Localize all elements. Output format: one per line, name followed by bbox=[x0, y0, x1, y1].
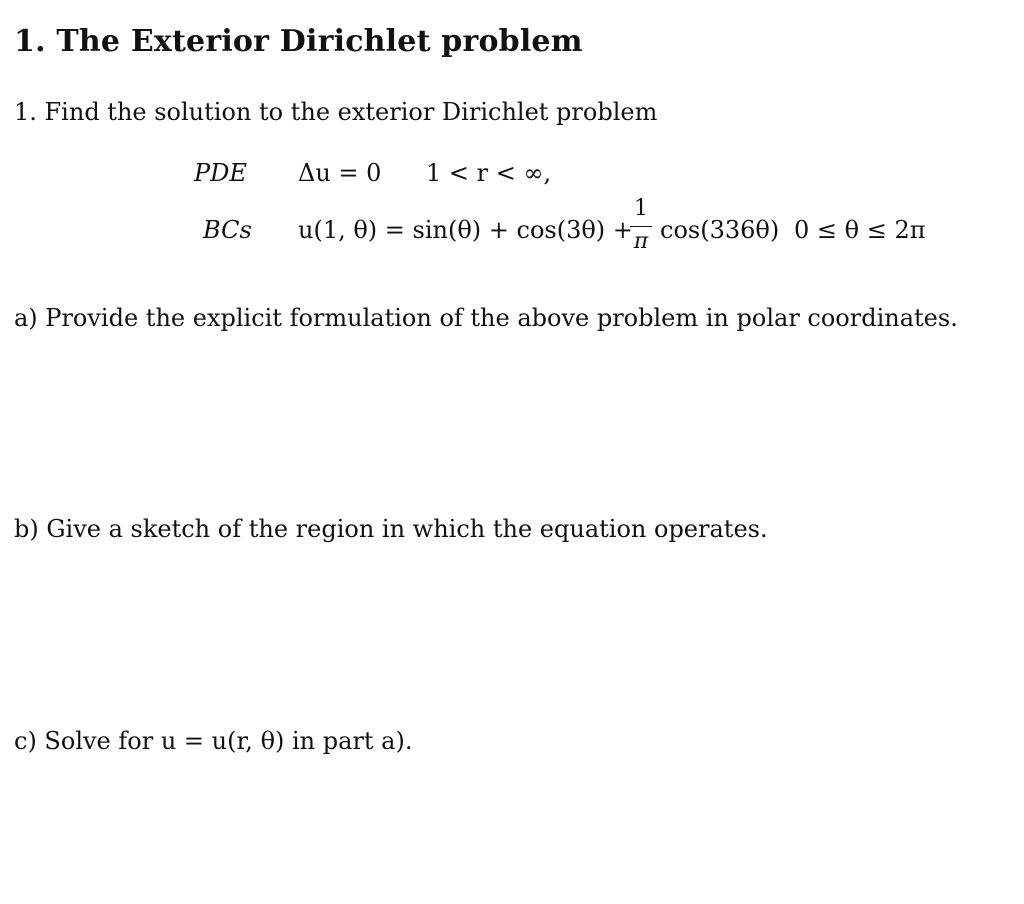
pde-domain: 1 < r < ∞, bbox=[426, 159, 552, 187]
bcs-label: BCs bbox=[203, 216, 252, 244]
section-title: 1. The Exterior Dirichlet problem bbox=[14, 24, 583, 59]
part-b-question: b) Give a sketch of the region in which the equation operates. bbox=[14, 515, 768, 543]
fraction-numerator: 1 bbox=[634, 196, 648, 221]
part-c-question: c) Solve for u = u(r, θ) in part a). bbox=[14, 727, 413, 755]
bcs-equation-left: u(1, θ) = sin(θ) + cos(3θ) + bbox=[298, 216, 633, 244]
problem-intro: 1. Find the solution to the exterior Dirichlet problem bbox=[14, 98, 658, 126]
bcs-domain: 0 ≤ θ ≤ 2π bbox=[794, 216, 926, 244]
pde-label: PDE bbox=[194, 159, 247, 187]
bcs-equation-right: cos(336θ) bbox=[660, 216, 780, 244]
fraction-bar bbox=[630, 226, 652, 227]
fraction-denominator: π bbox=[633, 229, 649, 254]
pde-equation: Δu = 0 bbox=[298, 159, 382, 187]
part-a-question: a) Provide the explicit formulation of the above problem in polar coordinates. bbox=[14, 304, 958, 332]
bcs-fraction bbox=[630, 198, 652, 253]
